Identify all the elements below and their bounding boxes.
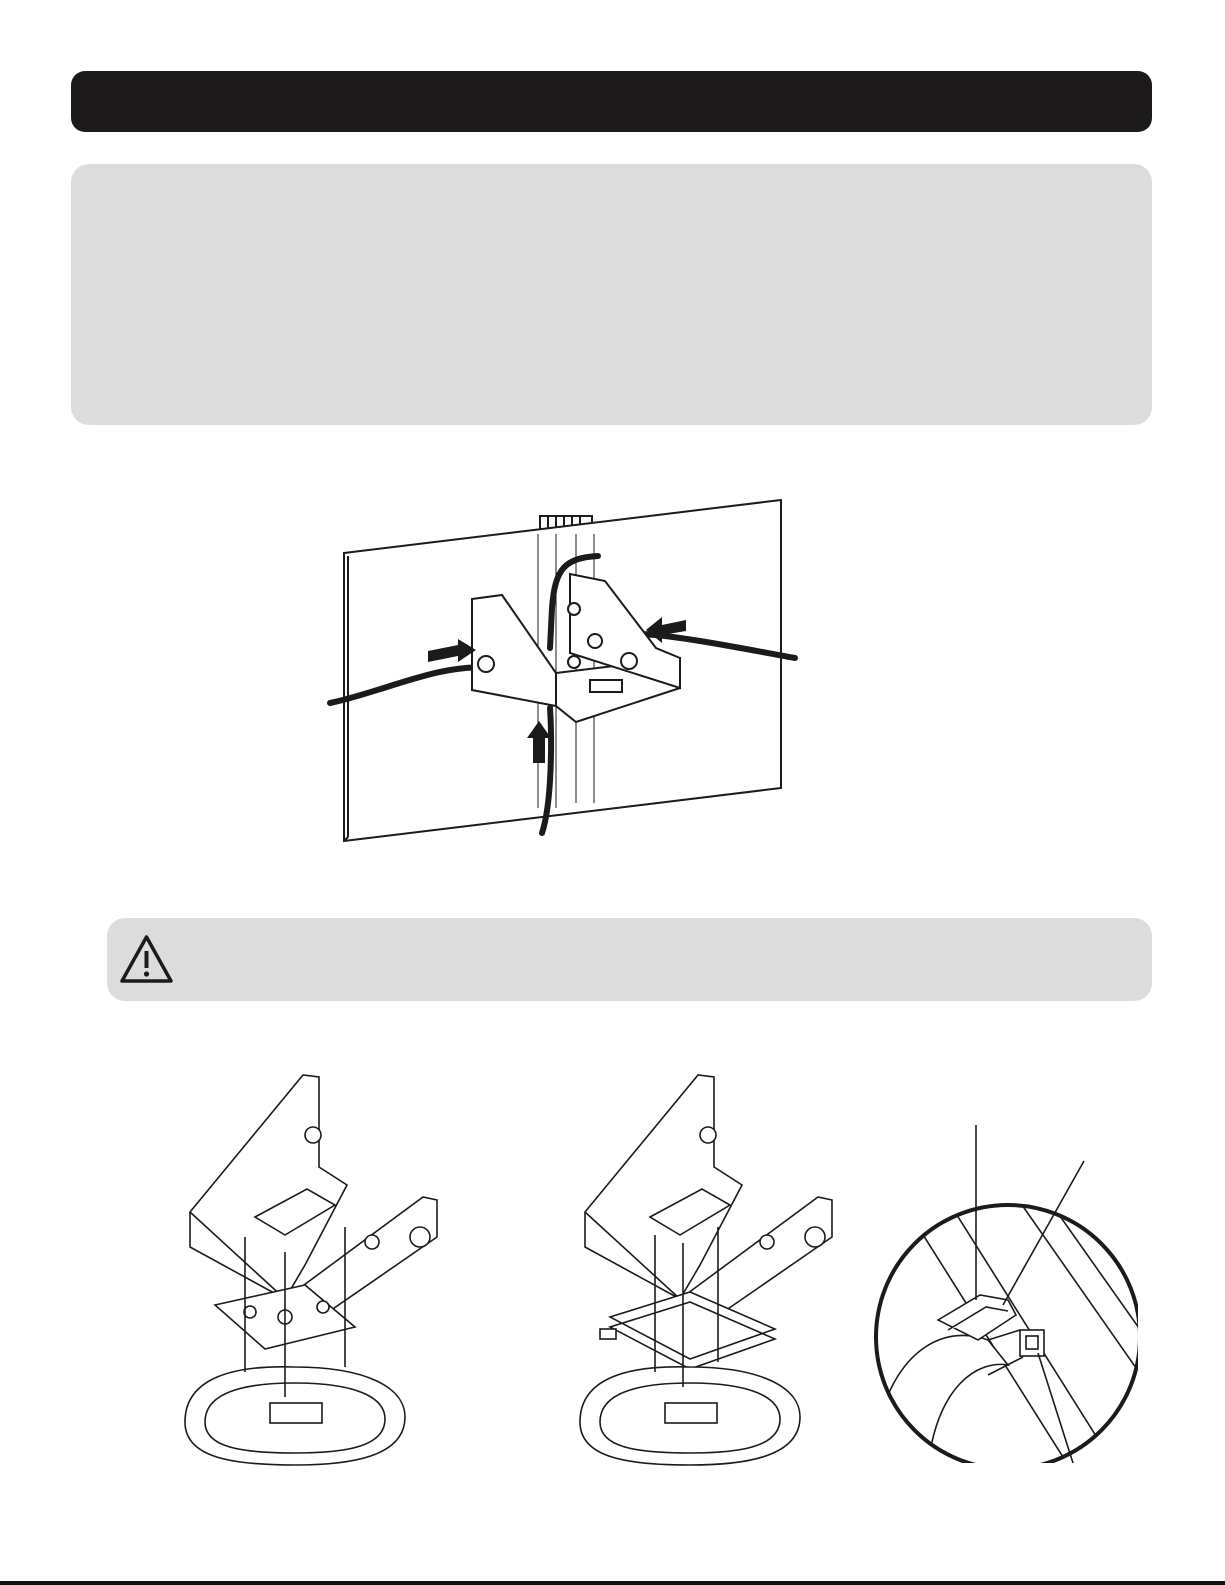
- bracket-assembly-exploded-view-2: [570, 1067, 850, 1467]
- bracket-assembly-exploded-view-1: [175, 1067, 455, 1467]
- section-header-bar: [71, 71, 1152, 132]
- warning-triangle-icon: [119, 933, 174, 985]
- latch-detail-illustration: [868, 1125, 1138, 1463]
- warning-panel: [107, 918, 1152, 1001]
- wall-panel: [344, 500, 781, 841]
- footer-rule: [0, 1581, 1225, 1585]
- instructions-panel: [71, 164, 1152, 425]
- wall-mount-illustration: [320, 498, 815, 850]
